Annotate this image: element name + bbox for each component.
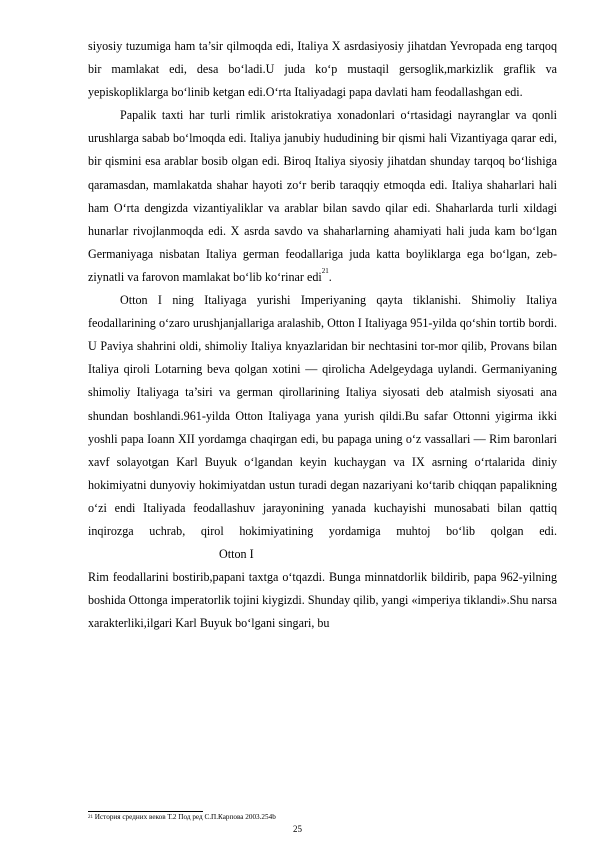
page-number: 25 (293, 824, 302, 834)
paragraph-4-text: Rim feodallarini bostirib,papani taxtga o‘tqazdi. Bunga minnatdorlik bildirib, papa 962-yilning boshida Ottonga imperatorlik tojini kiygizdi. Shunday qilib, yangi «imperiya tiklandi».Shu narsa xarakterliki,ilgari Karl Buyuk bo‘lgani singari, bu (88, 570, 557, 631)
paragraph-3 (88, 289, 557, 566)
paragraph-2-text: Papalik taxti har turli rimlik aristokratiya xonadonlari o‘rtasidagi nayranglar va qonli urushlarga sabab bo‘lmoqda edi. Italiya janubiy hududining bir qismi hali Vizantiyaga qarar edi, bir qismini esa arablar bosib olgan edi. Biroq Italiya siyosiy jihatdan shunday tarqoq bo‘lishiga qaramasdan, mamlakatda shahar hayoti zo‘r berib taraqqiy etmoqda edi. Italiya shaharlari hali ham O‘rta dengizda vizantiyaliklar va arablar bilan savdo qilar edi. Shaharlarda turli xildagi hunarlar rivojlanmoqda edi. X asrda savdo va shaharlarning ahamiyati hali juda kam bo‘lgan Germaniyaga nisbatan Italiya german feodallariga juda katta boyliklarga ega bo‘lgan, zeb-ziynatli va farovon mamlakat bo‘lib ko‘rinar edi (88, 108, 557, 284)
paragraph-1 (88, 35, 557, 104)
paragraph-2 (88, 104, 557, 289)
body-text (88, 35, 557, 635)
paragraph-2-end: . (328, 269, 332, 284)
paragraph-3-text: Otton I ning Italiyaga yurishi Imperiyaning qayta tiklanishi. Shimoliy Italiya feodallarining o‘zaro urushjanjallariga aralashib, Otton I Italiyaga 951-yilda qo‘shin tortib bordi. U Paviya shahrini oldi, shimoliy Italiya knyazlaridan bir nechtasini tor-mor qilib, Provans bilan Italiya qiroli Lotarning beva qolgan xotini — qirolicha Adelgeydaga uylandi. Germaniyaning shimoliy Italiyaga ta’siri va german qirollarining Italiya siyosati deb atalmish siyosati ana shundan boshlandi.961-yilda Otton Italiyaga yana yurish qildi.Bu safar Ottonni yigirma ikki yoshli papa Ioann XII yordamga chaqirgan edi, bu papaga uning o‘z vassallari — Rim baronlari xavf solayotgan Karl Buyuk o‘lgandan keyin kuchaygan va IX asrning o‘rtalarida diniy hokimiyatni dunyoviy hokimiyatdan ustun turadi degan nazariyani ko‘tarib chiqqan papalikning o‘zi endi Italiyada feodallashuv jarayonining yanada kuchayishi munosabati bilan qattiq inqirozga uchrab, qirol hokimiyatining yordamiga muhtoj bo‘lib qolgan edi. (88, 293, 557, 538)
paragraph-3-tail: Otton I (219, 547, 254, 562)
footnote (88, 813, 557, 822)
footnote-text: История средних веков Т.2 Под ред С.П.Карпова 2003.254b (93, 813, 276, 821)
footnote-number: 21 (88, 815, 93, 820)
footnote-divider (88, 811, 203, 812)
footnote-reference[interactable]: 21 (321, 266, 329, 275)
paragraph-1-text: siyosiy tuzumiga ham ta’sir qilmoqda edi, Italiya X asrdasiyosiy jihatdan Yevropada eng tarqoq bir mamlakat edi, desa bo‘ladi.U juda ko‘p mustaqil gersoglik,markizlik graflik va yepiskopliklarga bo‘linib ketgan edi.O‘rta Italiyadagi papa davlati ham feodallashgan edi. (88, 39, 557, 100)
paragraph-4 (88, 566, 557, 635)
